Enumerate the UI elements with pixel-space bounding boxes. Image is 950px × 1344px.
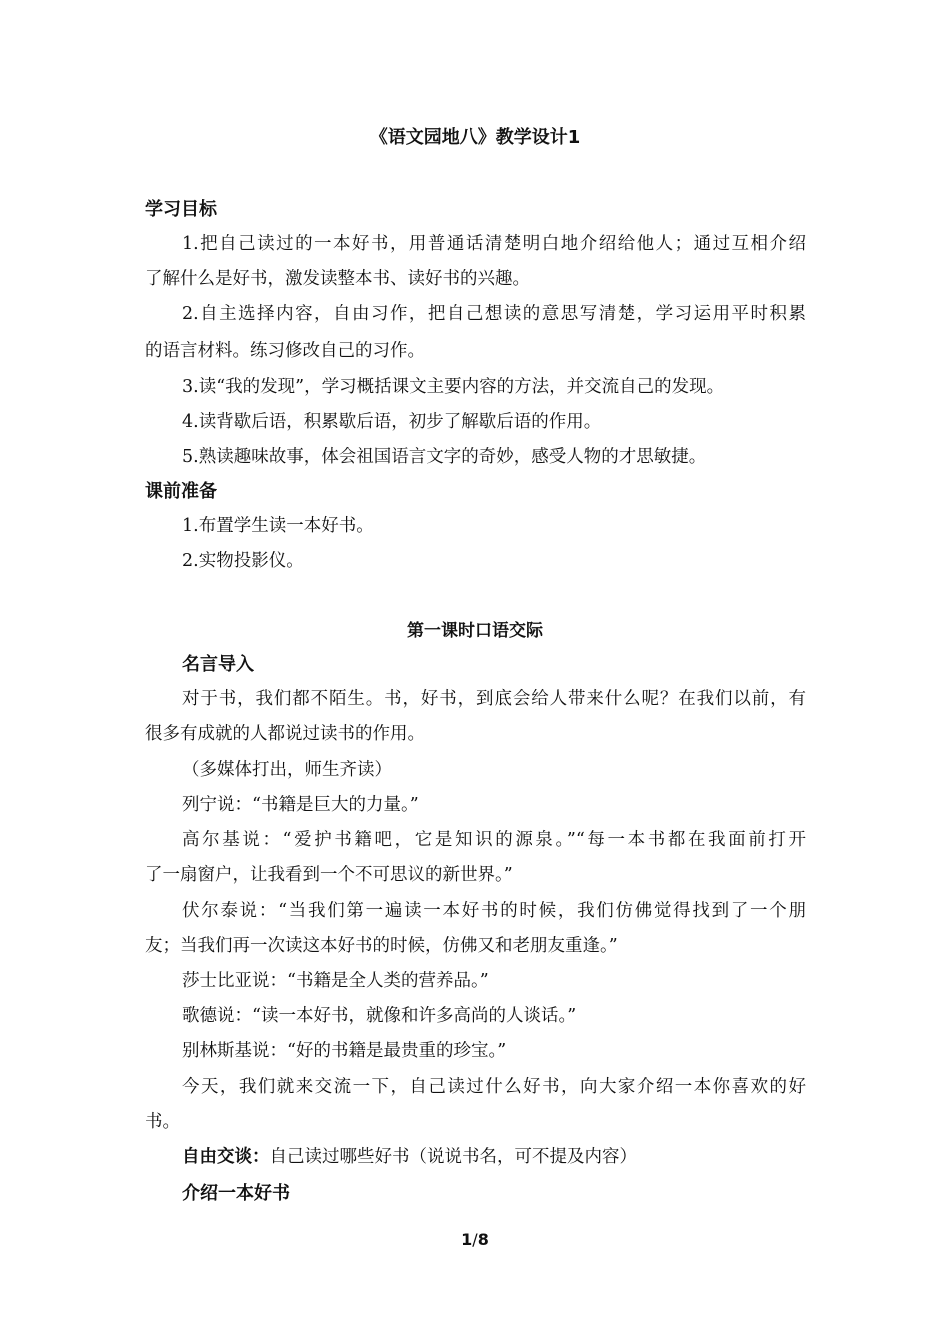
- free-talk-text: 自己读过哪些好书（说说书名，可不提及内容）: [269, 1147, 637, 1167]
- objective-line: 了解什么是好书，激发读整本书、读好书的兴趣。: [145, 269, 530, 289]
- lesson-line: 别林斯基说：“好的书籍是最贵重的珍宝。”: [182, 1041, 507, 1061]
- objective-line: 1.把自己读过的一本好书，用普通话清楚明白地介绍给他人；通过互相介绍: [182, 234, 806, 254]
- lesson-line: 对于书，我们都不陌生。书，好书，到底会给人带来什么呢？在我们以前，有: [182, 689, 806, 709]
- lesson-line: 歌德说：“读一本好书，就像和许多高尚的人谈话。”: [182, 1006, 577, 1026]
- preparation-line: 1.布置学生读一本好书。: [182, 516, 374, 536]
- objective-line: 2.自主选择内容，自由习作，把自己想读的意思写清楚，学习运用平时积累: [182, 304, 806, 324]
- free-talk-label: 自由交谈：: [182, 1147, 270, 1167]
- page-current: 1: [461, 1230, 473, 1249]
- objective-line: 5.熟读趣味故事，体会祖国语言文字的奇妙，感受人物的才思敏捷。: [182, 447, 707, 467]
- objective-line: 的语言材料。练习修改自己的习作。: [145, 341, 425, 361]
- lesson-heading: 第一课时口语交际: [407, 621, 543, 641]
- page-number: [0, 1230, 950, 1249]
- page-total: 8: [477, 1230, 489, 1249]
- preparation-heading: 课前准备: [145, 481, 217, 502]
- lesson-line: 列宁说：“书籍是巨大的力量。”: [182, 795, 419, 815]
- page-separator: /: [472, 1230, 478, 1249]
- free-talk-line: [182, 1143, 637, 1168]
- lesson-line: 伏尔泰说：“当我们第一遍读一本好书的时候，我们仿佛觉得找到了一个朋: [182, 901, 806, 921]
- intro-heading: 名言导入: [182, 654, 254, 675]
- objective-line: 3.读“我的发现”，学习概括课文主要内容的方法，并交流自己的发现。: [182, 377, 725, 397]
- lesson-line: 很多有成就的人都说过读书的作用。: [145, 724, 425, 744]
- lesson-line: 高尔基说：“爱护书籍吧，它是知识的源泉。”“每一本书都在我面前打开: [182, 830, 806, 850]
- objective-line: 4.读背歇后语，积累歇后语，初步了解歇后语的作用。: [182, 412, 602, 432]
- introduce-heading: 介绍一本好书: [182, 1183, 290, 1204]
- document-title: 《语文园地八》教学设计1: [369, 127, 581, 148]
- lesson-line: （多媒体打出，师生齐读）: [182, 760, 392, 780]
- lesson-line: 书。: [145, 1112, 180, 1132]
- preparation-line: 2.实物投影仪。: [182, 551, 304, 571]
- lesson-line: 莎士比亚说：“书籍是全人类的营养品。”: [182, 971, 489, 991]
- lesson-line: 了一扇窗户，让我看到一个不可思议的新世界。”: [145, 865, 513, 885]
- lesson-line: 友；当我们再一次读这本好书的时候，仿佛又和老朋友重逢。”: [145, 936, 618, 956]
- lesson-line: 今天，我们就来交流一下，自己读过什么好书，向大家介绍一本你喜欢的好: [182, 1077, 806, 1097]
- objectives-heading: 学习目标: [145, 199, 217, 220]
